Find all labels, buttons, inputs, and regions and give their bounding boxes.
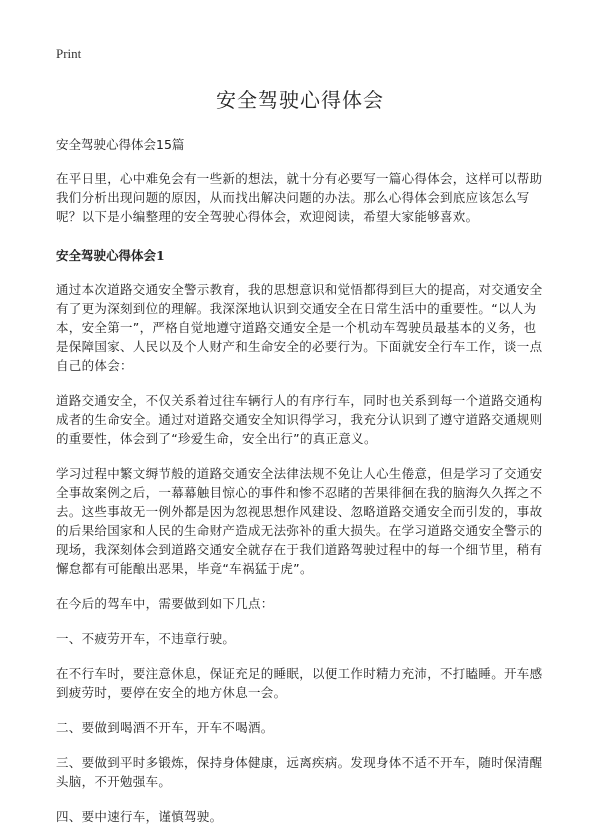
print-label: Print [56, 46, 82, 61]
list-item: 一、不疲劳开车，不违章行驶。 [56, 631, 236, 646]
document-subtitle: 安全驾驶心得体会15篇 [56, 137, 185, 152]
list-item: 三、要做到平时多锻炼，保持身体健康，远离疾病。发现身体不适不开车，随时保清醒头脑，不开勉强车。 [56, 755, 543, 789]
intro-paragraph: 在平日里，心中难免会有一些新的想法，就十分有必要写一篇心得体会，这样可以帮助我们分析出现问题的原因，从而找出解决问题的办法。那么心得体会到底应该怎么写呢？以下是小编整理的安全驾驶心得体会，欢迎阅读，希望大家能够喜欢。 [56, 171, 543, 224]
section-heading: 安全驾驶心得体会1 [56, 248, 165, 263]
list-item: 二、要做到喝酒不开车，开车不喝酒。 [56, 720, 274, 735]
body-paragraph: 学习过程中繁文缛节般的道路交通安全法律法规不免让人心生倦意，但是学习了交通安全事故案例之后，一幕幕触目惊心的事件和惨不忍睹的苦果徘徊在我的脑海久久挥之不去。这些事故无一例外都是因为忽视思想作风建设、忽略道路交通安全而引发的，事故的后果给国家和人民的生命财产造成无法弥补的重大损失。在学习道路交通安全警示的现场，我深刻体会到道路交通安全就存在于我们道路驾驶过程中的每一个细节里，稍有懈怠都有可能酿出恶果，毕竟“车祸猛于虎”。 [56, 466, 543, 576]
body-paragraph: 在不行车时，要注意休息，保证充足的睡眠，以便工作时精力充沛，不打瞌睡。开车感到疲劳时，要停在安全的地方休息一会。 [56, 666, 543, 700]
page-title: 安全驾驶心得体会 [216, 88, 384, 112]
body-paragraph: 通过本次道路交通安全警示教育，我的思想意识和觉悟都得到巨大的提高，对交通安全有了更为深刻到位的理解。我深深地认识到交通安全在日常生活中的重要性。“以人为本，安全第一”，严格自觉地遵守道路交通安全是一个机动车驾驶员最基本的义务，也是保障国家、人民以及个人财产和生命安全的必要行为。下面就安全行车工作，谈一点自己的体会： [56, 282, 543, 373]
body-paragraph: 在今后的驾车中，需要做到如下几点： [56, 596, 274, 611]
body-paragraph: 道路交通安全，不仅关系着过往车辆行人的有序行车，同时也关系到每一个道路交通构成者的生命安全。通过对道路交通安全知识得学习，我充分认识到了遵守道路交通规则的重要性，体会到了“珍爱生命，安全出行”的真正意义。 [56, 393, 543, 446]
list-item: 四、要中速行车，谨慎驾驶。 [56, 809, 223, 824]
